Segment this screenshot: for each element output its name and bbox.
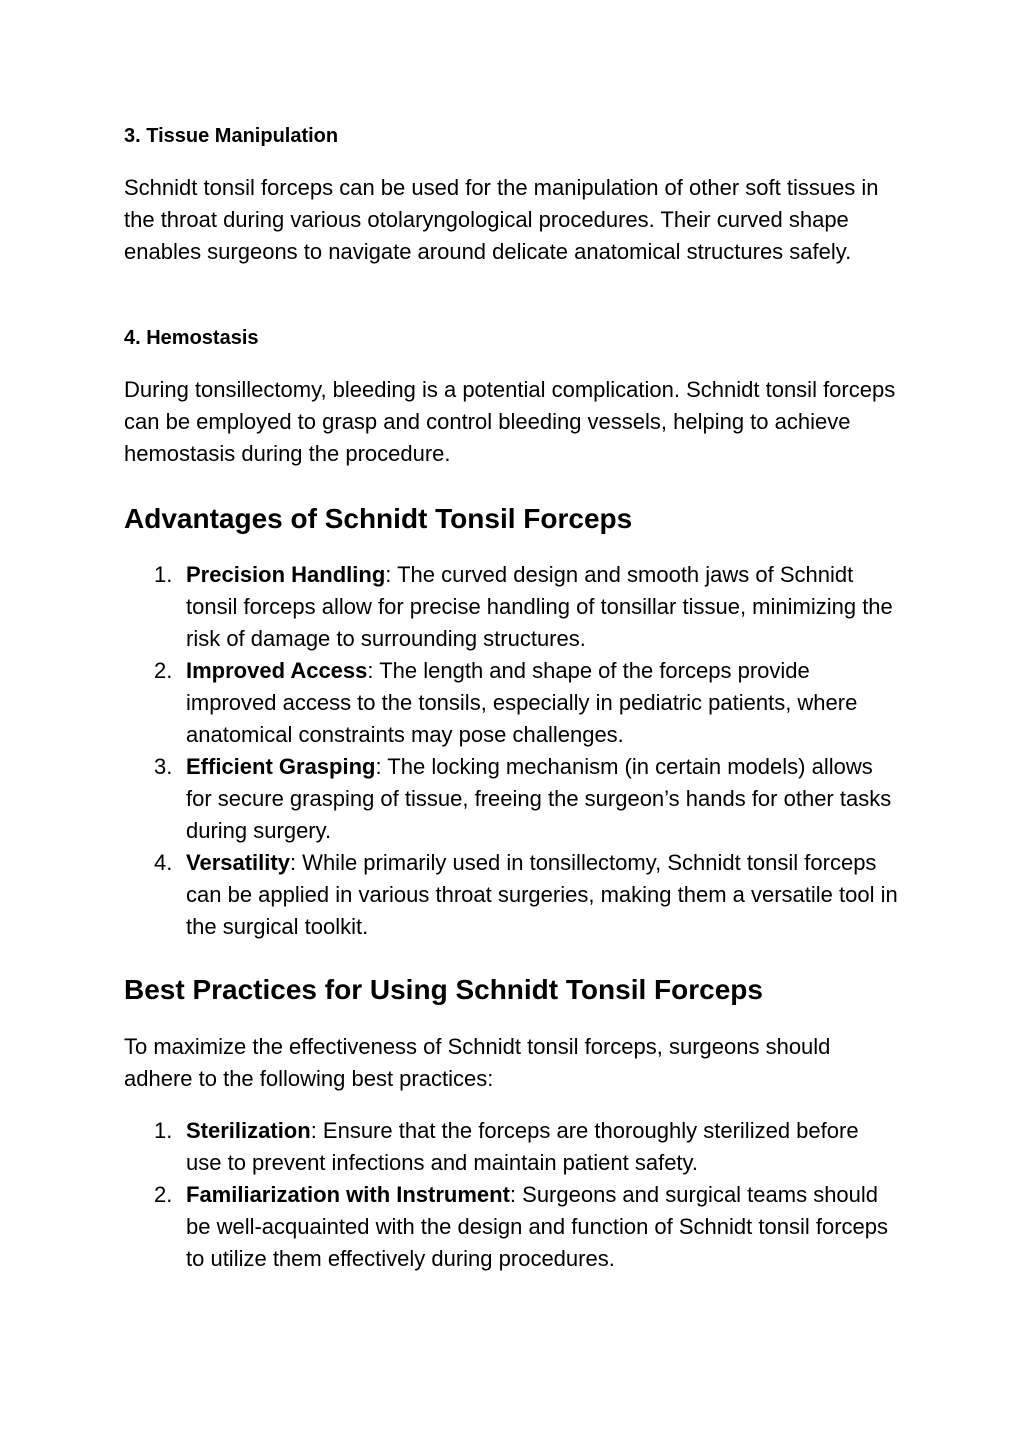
list-number: 2. bbox=[154, 1182, 173, 1207]
list-item-term: Versatility bbox=[186, 850, 290, 875]
list-item-text: : The locking mechanism (in certain models) allows for secure grasping of tissue, freeing the surgeon’s hands for other tasks during surgery. bbox=[186, 754, 892, 843]
list-item-text: : Surgeons and surgical teams should be well-acquainted with the design and function of Schnidt tonsil forceps to utilize them effectively during procedures. bbox=[186, 1182, 888, 1271]
list-item bbox=[124, 751, 900, 847]
list-number: 2. bbox=[154, 658, 173, 683]
list-item-term: Improved Access bbox=[186, 658, 368, 683]
best-practices-list bbox=[124, 1115, 900, 1275]
heading-advantages: Advantages of Schnidt Tonsil Forceps bbox=[124, 503, 633, 534]
list-item-term: Sterilization bbox=[186, 1118, 311, 1143]
section-heading-hemostasis: 4. Hemostasis bbox=[124, 327, 259, 349]
list-item bbox=[124, 1115, 900, 1179]
list-item-term: Precision Handling bbox=[186, 562, 386, 587]
list-item-text: : Ensure that the forceps are thoroughly sterilized before use to prevent infections and maintain patient safety. bbox=[186, 1118, 859, 1175]
list-item bbox=[124, 1179, 900, 1275]
paragraph-hemostasis: During tonsillectomy, bleeding is a potential complication. Schnidt tonsil forceps can be employed to grasp and control bleeding vessels, helping to achieve hemostasis during the procedure. bbox=[124, 377, 896, 466]
list-item-text: : The curved design and smooth jaws of Schnidt tonsil forceps allow for precise handling of tonsillar tissue, minimizing the risk of damage to surrounding structures. bbox=[186, 562, 893, 651]
section-heading-tissue-manipulation: 3. Tissue Manipulation bbox=[124, 125, 339, 147]
list-item-term: Familiarization with Instrument bbox=[186, 1182, 510, 1207]
list-item bbox=[124, 655, 900, 751]
list-item-text: : While primarily used in tonsillectomy, Schnidt tonsil forceps can be applied in various throat surgeries, making them a versatile tool in the surgical toolkit. bbox=[186, 850, 898, 939]
advantages-list bbox=[124, 559, 900, 943]
list-number: 3. bbox=[154, 754, 173, 779]
list-number: 1. bbox=[154, 1118, 173, 1143]
paragraph-best-practices-intro: To maximize the effectiveness of Schnidt tonsil forceps, surgeons should adhere to the following best practices: bbox=[124, 1034, 831, 1091]
list-item bbox=[124, 559, 900, 655]
list-number: 1. bbox=[154, 562, 173, 587]
heading-best-practices: Best Practices for Using Schnidt Tonsil Forceps bbox=[124, 974, 763, 1005]
list-number: 4. bbox=[154, 850, 173, 875]
list-item-text: : The length and shape of the forceps provide improved access to the tonsils, especially in pediatric patients, where anatomical constraints may pose challenges. bbox=[186, 658, 858, 747]
paragraph-tissue-manipulation: Schnidt tonsil forceps can be used for the manipulation of other soft tissues in the throat during various otolaryngological procedures. Their curved shape enables surgeons to navigate around delicate anatomical structures safely. bbox=[124, 175, 879, 264]
list-item bbox=[124, 847, 900, 943]
list-item-term: Efficient Grasping bbox=[186, 754, 376, 779]
